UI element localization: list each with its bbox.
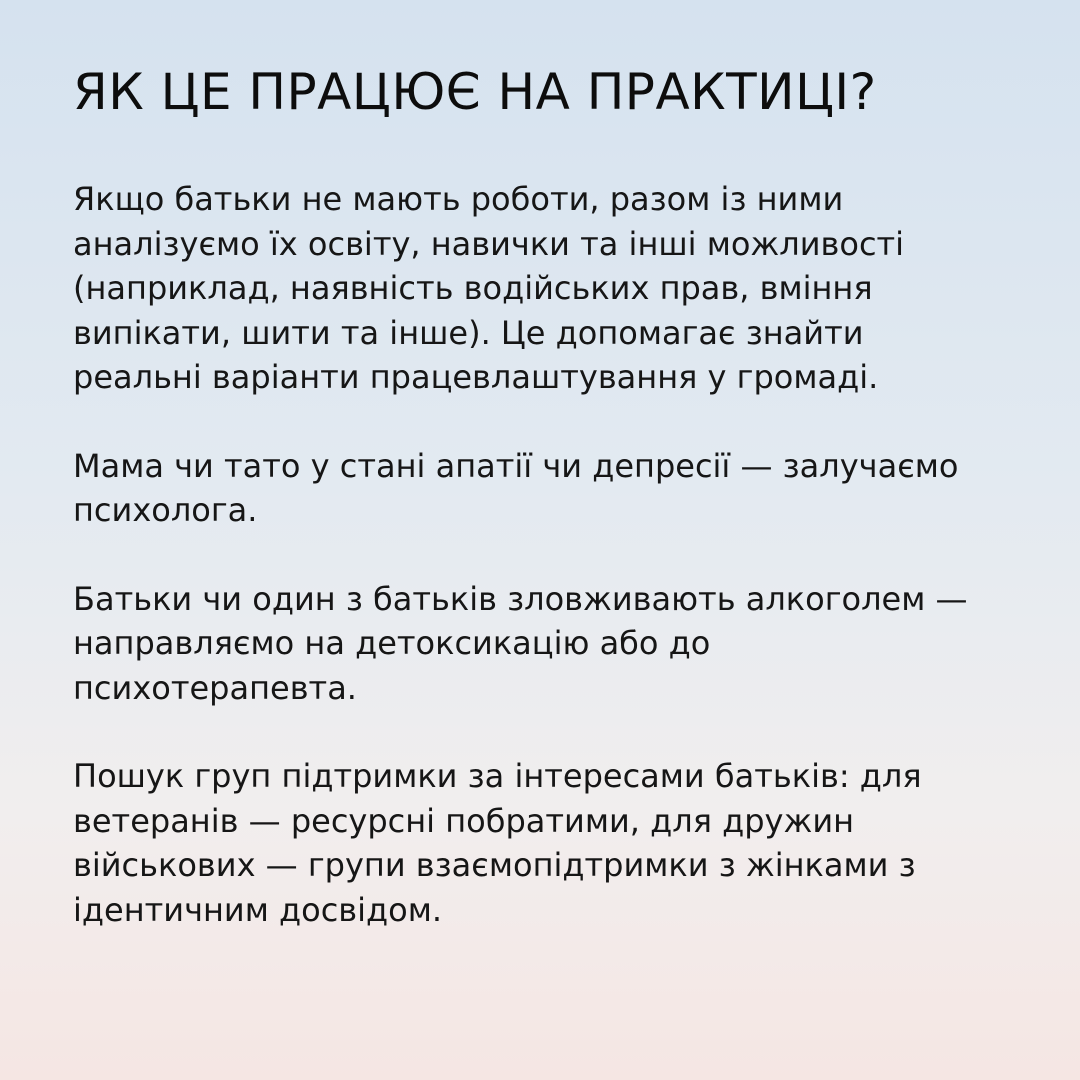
paragraph-employment: [73, 177, 1033, 400]
text-line: Пошук груп підтримки за інтересами батьків: для: [73, 757, 922, 795]
text-line: Мама чи тато у стані апатії чи депресії — залучаємо: [73, 446, 959, 485]
text-line: психолога.: [73, 491, 258, 529]
text-line: Якщо батьки не мають роботи, разом із ними: [73, 180, 844, 218]
text-line: направляємо на детоксикацію або до: [73, 624, 711, 662]
page-title: ЯК ЦЕ ПРАЦЮЄ НА ПРАКТИЦІ?: [73, 63, 877, 121]
body-text: [73, 177, 1033, 932]
text-line: реальні варіанти працевлаштування у громаді.: [73, 358, 879, 396]
text-line: (наприклад, наявність водійських прав, вміння: [73, 269, 873, 307]
paragraph-psychologist: [73, 444, 1033, 533]
paragraph-alcohol: [73, 577, 1033, 711]
text-line: випікати, шити та інше). Це допомагає знайти: [73, 313, 864, 352]
text-line: ветеранів — ресурсні побратими, для дружин: [73, 801, 855, 840]
text-line: військових — групи взаємопідтримки з жінками з: [73, 846, 916, 884]
text-line: ідентичним досвідом.: [73, 890, 443, 929]
text-line: аналізуємо їх освіту, навички та інші можливості: [73, 224, 905, 263]
text-line: Батьки чи один з батьків зловживають алкоголем —: [73, 579, 968, 618]
content-card: [73, 62, 1033, 1022]
text-line: психотерапевта.: [73, 668, 357, 707]
paragraph-support-groups: [73, 754, 1033, 932]
